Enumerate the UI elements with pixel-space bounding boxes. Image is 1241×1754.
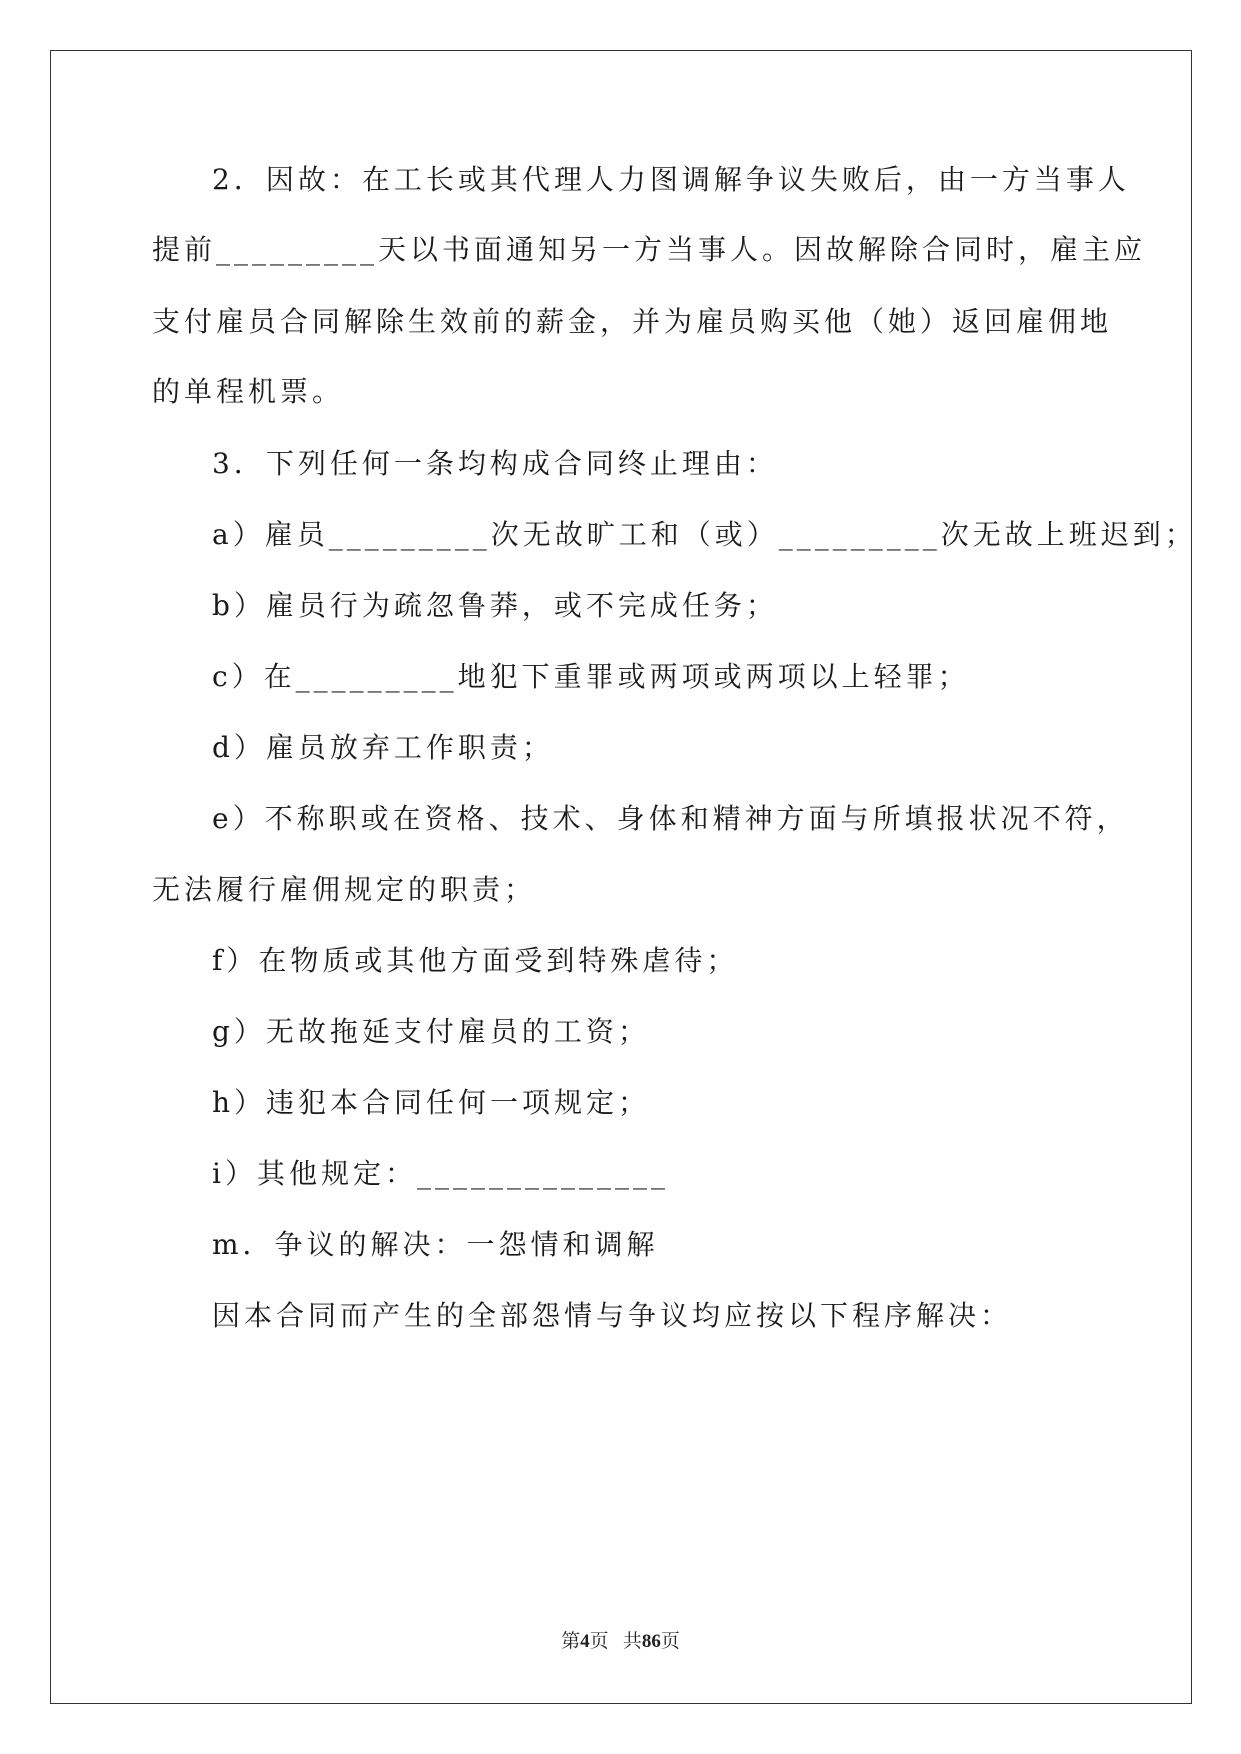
paragraph-line: g）无故拖延支付雇员的工资； bbox=[212, 1015, 650, 1048]
paragraph-line: f）在物质或其他方面受到特殊虐待； bbox=[212, 944, 739, 977]
page-number: 4 bbox=[580, 1631, 590, 1652]
paragraph-line: 3．下列任何一条均构成合同终止理由： bbox=[212, 447, 778, 480]
page-prefix: 第 bbox=[561, 1631, 581, 1652]
paragraph-line: a）雇员_________次无故旷工和（或）_________次无故上班迟到； bbox=[212, 518, 1197, 551]
paragraph-line: 无法履行雇佣规定的职责； bbox=[152, 873, 537, 906]
paragraph-line: e）不称职或在资格、技术、身体和精神方面与所填报状况不符， bbox=[212, 802, 1129, 835]
paragraph-line: h）违犯本合同任何一项规定； bbox=[212, 1086, 651, 1119]
paragraph-line: m．争议的解决：一怨情和调解 bbox=[212, 1228, 659, 1261]
total-prefix: 共 bbox=[622, 1631, 642, 1652]
paragraph-line: i）其他规定：______________ bbox=[212, 1157, 669, 1190]
paragraph-line: 支付雇员合同解除生效前的薪金，并为雇员购买他（她）返回雇佣地 bbox=[152, 305, 1113, 338]
paragraph-line: d）雇员放弃工作职责； bbox=[212, 731, 554, 764]
total-pages: 86 bbox=[641, 1631, 661, 1652]
paragraph-line: 因本合同而产生的全部怨情与争议均应按以下程序解决： bbox=[212, 1299, 1013, 1332]
paragraph-line: 2．因故：在工长或其代理人力图调解争议失败后，由一方当事人 bbox=[212, 163, 1130, 196]
paragraph-line: b）雇员行为疏忽鲁莽，或不完成任务； bbox=[212, 589, 778, 622]
paragraph-line: 提前_________天以书面通知另一方当事人。因故解除合同时，雇主应 bbox=[152, 233, 1147, 266]
page-footer bbox=[0, 1626, 1241, 1653]
total-suffix: 页 bbox=[660, 1631, 680, 1652]
paragraph-line: c）在_________地犯下重罪或两项或两项以上轻罪； bbox=[212, 660, 970, 693]
page-suffix: 页 bbox=[589, 1631, 609, 1652]
paragraph-line: 的单程机票。 bbox=[152, 375, 345, 408]
